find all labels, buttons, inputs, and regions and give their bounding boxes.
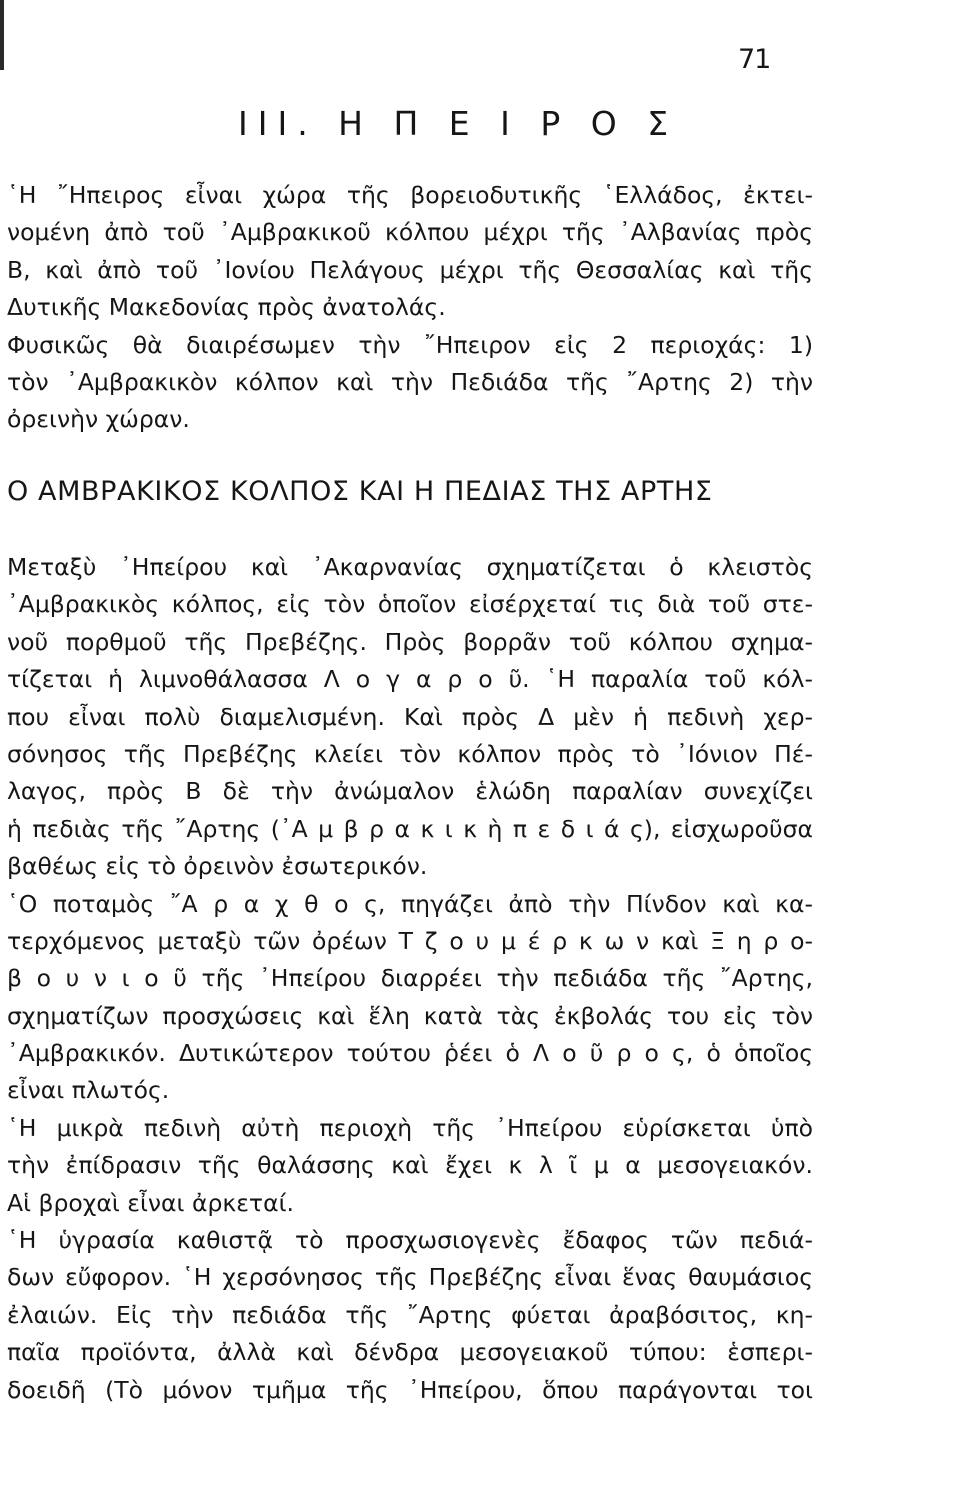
text-line: δων εὔφορον. ῾Η χερσόνησος τῆς Πρεβέζης εἶναι ἕνας θαυμάσιος [7, 1263, 813, 1292]
text-line: ἡ πεδιὰς τῆς ῎Αρτης (᾿Α μ β ρ α κ ι κ ὴ π ε δ ι ά ς), εἰσχωροῦσα [7, 814, 813, 843]
text-line: ἐλαιών. Εἰς τὴν πεδιάδα τῆς ῎Αρτης φύεται ἀραβόσιτος, κη- [7, 1300, 813, 1329]
text-line: δοειδῆ (Τὸ μόνον τμῆμα τῆς ᾿Ηπείρου, ὅπου παράγονται τοι [7, 1375, 813, 1404]
text-line: εἶναι πλωτός. [7, 1076, 170, 1105]
text-line: παῖα προϊόντα, ἀλλὰ καὶ δένδρα μεσογειακοῦ τύπου: ἑσπερι- [7, 1338, 813, 1367]
text-line: τὴν ἐπίδρασιν τῆς θαλάσσης καὶ ἔχει κ λ ῖ μ α μεσογειακόν. [7, 1151, 813, 1180]
text-line: που εἶναι πολὺ διαμελισμένη. Καὶ πρὸς Δ μὲν ἡ πεδινὴ χερ- [7, 702, 813, 731]
text-line: ῾Η ὑγρασία καθιστᾷ τὸ προσχωσιογενὲς ἔδαφος τῶν πεδιά- [7, 1226, 813, 1255]
text-line: τερχόμενος μεταξὺ τῶν ὀρέων Τ ζ ο υ μ έ ρ κ ω ν καὶ Ξ η ρ ο- [7, 926, 813, 955]
page-number: 71 [738, 44, 771, 75]
subsection-title: Ο ΑΜΒΡΑΚΙΚΟΣ ΚΟΛΠΟΣ ΚΑΙ Η ΠΕΔΙΑΣ ΤΗΣ ΑΡΤΗΣ [7, 476, 713, 507]
text-line: ὀρεινὴν χώραν. [7, 405, 190, 434]
text-line: ῾Ο ποταμὸς ῎Α ρ α χ θ ο ς, πηγάζει ἀπὸ τὴν Πίνδον καὶ κα- [7, 889, 813, 918]
text-line: νομένη ἀπὸ τοῦ ᾿Αμβρακικοῦ κόλπου μέχρι τῆς ᾿Αλβανίας πρὸς [7, 218, 813, 247]
text-line: σόνησος τῆς Πρεβέζης κλείει τὸν κόλπον πρὸς τὸ ᾿Ιόνιον Πέ- [7, 739, 813, 768]
text-line: ῾Η μικρὰ πεδινὴ αὐτὴ περιοχὴ τῆς ᾿Ηπείρου εὑρίσκεται ὑπὸ [7, 1113, 813, 1142]
text-line: β ο υ ν ι ο ῦ τῆς ᾿Ηπείρου διαρρέει τὴν πεδιάδα τῆς ῎Αρτης, [7, 964, 813, 993]
text-line: ᾿Αμβρακικὸς κόλπος, εἰς τὸν ὁποῖον εἰσέρχεταί τις διὰ τοῦ στε- [7, 590, 813, 619]
text-line: τίζεται ἡ λιμνοθάλασσα Λ ο γ α ρ ο ῦ. ῾Η παραλία τοῦ κόλ- [7, 665, 813, 694]
text-line: ῾Η ῎Ηπειρος εἶναι χώρα τῆς βορειοδυτικῆς ῾Ελλάδος, ἐκτει- [7, 181, 813, 209]
text-line: σχηματίζων προσχώσεις καὶ ἕλη κατὰ τὰς ἐκβολάς του εἰς τὸν [7, 1001, 813, 1030]
subsection-body [7, 549, 813, 1409]
text-line: τὸν ᾿Αμβρακικὸν κόλπον καὶ τὴν Πεδιάδα τῆς ῎Αρτης 2) τὴν [7, 367, 813, 396]
text-line: Αἱ βροχαὶ εἶναι ἀρκεταί. [7, 1188, 294, 1217]
text-line: Φυσικῶς θὰ διαιρέσωμεν τὴν ῎Ηπειρον εἰς 2 περιοχάς: 1) [7, 330, 813, 359]
text-line: λαγος, πρὸς Β δὲ τὴν ἀνώμαλον ἑλώδη παραλίαν συνεχίζει [7, 777, 813, 806]
intro-paragraphs [7, 177, 813, 439]
text-line: Δυτικῆς Μακεδονίας πρὸς ἀνατολάς. [7, 293, 446, 322]
section-title: ΙΙΙ. Η Π Ε Ι Ρ Ο Σ [238, 104, 679, 143]
text-line: ᾿Αμβρακικόν. Δυτικώτερον τούτου ῥέει ὁ Λ ο ῦ ρ ο ς, ὁ ὁποῖος [7, 1039, 813, 1068]
text-line: Μεταξὺ ᾿Ηπείρου καὶ ᾿Ακαρνανίας σχηματίζεται ὁ κλειστὸς [7, 553, 813, 581]
text-line: βαθέως εἰς τὸ ὀρεινὸν ἐσωτερικόν. [7, 852, 428, 881]
scan-edge-mark [0, 0, 4, 70]
text-line: νοῦ πορθμοῦ τῆς Πρεβέζης. Πρὸς βορρᾶν τοῦ κόλπου σχημα- [7, 627, 813, 656]
text-line: Β, καὶ ἀπὸ τοῦ ᾿Ιονίου Πελάγους μέχρι τῆς Θεσσαλίας καὶ τῆς [7, 255, 813, 284]
